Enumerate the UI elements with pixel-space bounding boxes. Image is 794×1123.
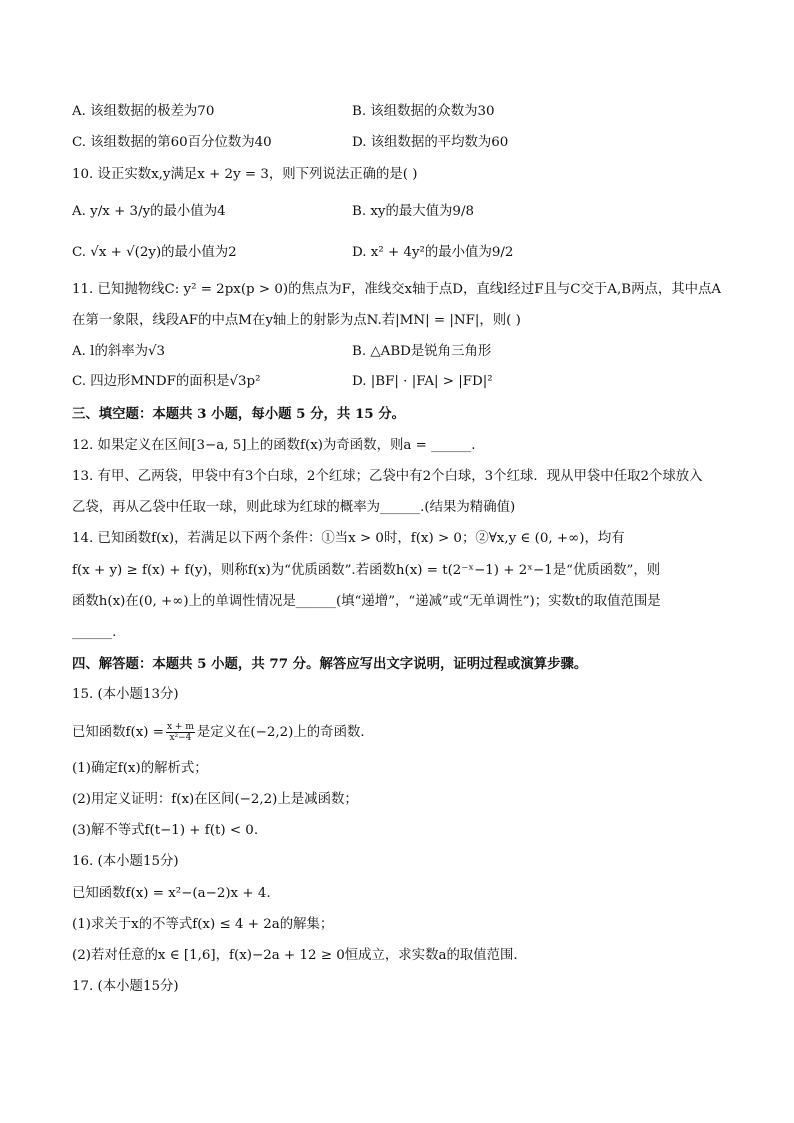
q14-line3: 函数h(x)在(0, +∞)上的单调性情况是______(填“递增”，“递减”或“无单调性”)；实数t的取值范围是 — [72, 594, 661, 609]
q15-fraction-denominator: x²−4 — [169, 733, 192, 743]
q15-part-2: (2)用定义证明：f(x)在区间(−2,2)上是减函数； — [72, 792, 358, 807]
q16-stem: 已知函数f(x) = x²−(a−2)x + 4. — [72, 886, 271, 901]
q11-option-d: D. |BF| · |FA| > |FD|² — [352, 374, 493, 389]
q11-stem-line1: 11. 已知抛物线C: y² = 2px(p > 0)的焦点为F，准线交x轴于点D，直线l经过F且与C交于A,B两点，其中点A — [72, 282, 722, 297]
q16-part-1: (1)求关于x的不等式f(x) ≤ 4 + 2a的解集； — [72, 917, 334, 932]
q10-option-d: D. x² + 4y²的最小值为9/2 — [352, 245, 514, 260]
q11-option-b: B. △ABD是锐角三角形 — [352, 344, 492, 359]
q15-header: 15. (本小题13分) — [72, 687, 179, 702]
q10-option-a: A. y/x + 3/y的最小值为4 — [72, 204, 226, 219]
q15-part-3: (3)解不等式f(t−1) + f(t) < 0. — [72, 823, 259, 838]
q14-line2: f(x + y) ≥ f(x) + f(y)，则称f(x)为“优质函数”.若函数h(x) = t(2⁻ˣ−1) + 2ˣ−1是“优质函数”，则 — [72, 563, 661, 578]
q15-stem-prefix: 已知函数f(x) = — [72, 724, 164, 740]
q11-option-c: C. 四边形MNDF的面积是√3p² — [72, 374, 261, 389]
section-3-heading: 三、填空题：本题共 3 小题，每小题 5 分，共 15 分。 — [72, 406, 406, 422]
q13-line1: 13. 有甲、乙两袋，甲袋中有3个白球，2个红球；乙袋中有2个白球，3个红球．现从甲袋中任取2个球放入 — [72, 469, 703, 484]
q10-option-b: B. xy的最大值为9/8 — [352, 204, 474, 219]
q9-option-d: D. 该组数据的平均数为60 — [352, 135, 509, 150]
q10-option-c: C. √x + √(2y)的最小值为2 — [72, 245, 237, 260]
q16-part-2: (2)若对任意的x ∈ [1,6]，f(x)−2a + 12 ≥ 0恒成立，求实数a的取值范围. — [72, 948, 518, 963]
q9-option-a: A. 该组数据的极差为70 — [72, 104, 215, 119]
q16-header: 16. (本小题15分) — [72, 854, 179, 869]
q9-option-c: C. 该组数据的第60百分位数为40 — [72, 135, 272, 150]
section-4-heading: 四、解答题：本题共 5 小题，共 77 分。解答应写出文字说明，证明过程或演算步骤。 — [72, 656, 588, 672]
q17-header: 17. (本小题15分) — [72, 979, 179, 994]
q10-stem: 10. 设正实数x,y满足x + 2y = 3，则下列说法正确的是( ) — [72, 167, 418, 182]
q15-fraction-numerator: x + m — [167, 722, 194, 732]
q15-stem-suffix: 是定义在(−2,2)上的奇函数． — [196, 724, 374, 740]
q15-fraction — [166, 722, 195, 743]
q13-line2: 乙袋，再从乙袋中任取一球，则此球为红球的概率为______.(结果为精确值) — [72, 500, 516, 515]
q15-part-1: (1)确定f(x)的解析式； — [72, 761, 208, 776]
q11-option-a: A. l的斜率为√3 — [72, 344, 166, 359]
q15-stem — [72, 722, 374, 743]
q14-line4: ______. — [72, 625, 117, 640]
q9-option-b: B. 该组数据的众数为30 — [352, 104, 495, 119]
q11-stem-line2: 在第一象限，线段AF的中点M在y轴上的射影为点N.若|MN| = |NF|，则( ) — [72, 313, 521, 328]
q12-stem: 12. 如果定义在区间[3−a, 5]上的函数f(x)为奇函数，则a = ______. — [72, 438, 476, 453]
q14-line1: 14. 已知函数f(x)，若满足以下两个条件：①当x > 0时，f(x) > 0；②∀x,y ∈ (0, +∞)，均有 — [72, 531, 625, 546]
